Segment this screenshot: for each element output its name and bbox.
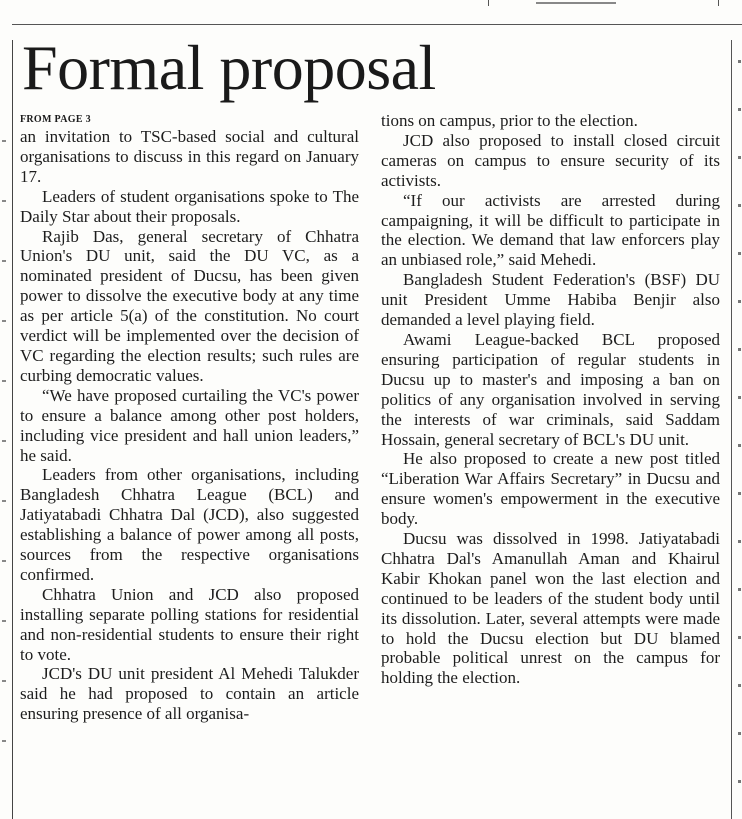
article-column-2 <box>381 111 720 688</box>
left-column-rule <box>12 40 13 819</box>
paragraph: Bangladesh Student Federation's (BSF) DU unit President Umme Habiba Benjir also demanded a level playing field. <box>381 270 720 330</box>
paragraph: He also proposed to create a new post titled “Liberation War Affairs Secretary” in Ducsu and ensure women's empowerment in the executive body. <box>381 449 720 529</box>
paragraph: Leaders from other organisations, including Bangladesh Chhatra League (BCL) and Jatiyatabadi Chhatra Dal (JCD), also suggested establishing a balance of power among all posts, sources from the respective organisations confirmed. <box>20 465 359 584</box>
left-margin-marks <box>2 140 6 800</box>
paragraph: “If our activists are arrested during campaigning, it will be difficult to participate in the election. We demand that law enforcers play an unbiased role,” said Mehedi. <box>381 190 720 270</box>
paragraph: Leaders of student organisations spoke to The Daily Star about their proposals. <box>20 186 359 226</box>
paragraph: Awami League-backed BCL proposed ensuring participation of regular students in Ducsu up to master's and imposing a ban on politics of any organisation involved in serving the interests of war criminals, said Saddam Hossain, general secretary of BCL's DU unit. <box>381 329 720 449</box>
paragraph: JCD also proposed to install closed circuit cameras on campus to ensure security of its activists. <box>381 130 720 190</box>
article-column-1 <box>20 111 359 724</box>
paragraph: “We have proposed curtailing the VC's power to ensure a balance among other post holders, including vice president and hall union leaders,” he said. <box>20 385 359 465</box>
paragraph: JCD's DU unit president Al Mehedi Talukder said he had proposed to contain an article ensuring presence of all organisa- <box>20 664 359 724</box>
paragraph: Rajib Das, general secretary of Chhatra Union's DU unit, said the DU VC, as a nominated president of Ducsu, has been given power to dissolve the executive body at any time as per article 5(a) of the constitution. No court verdict will be implemented over the decision of VC regarding the election results; such rules are curbing democratic values. <box>20 226 359 385</box>
right-column-rule <box>731 40 732 819</box>
right-margin-marks <box>738 60 741 800</box>
paragraph: Ducsu was dissolved in 1998. Jatiyatabadi Chhatra Dal's Amanullah Aman and Khairul Kabir Khokan panel won the last election and continued to be leaders of the student body until its dissolution. Later, several attempts were made to hold the Ducsu election but DU blamed probable political unrest on the campus for holding the election. <box>381 529 720 688</box>
continued-from-kicker: FROM PAGE 3 <box>20 114 91 125</box>
top-rule <box>12 24 742 25</box>
top-dash <box>536 2 616 4</box>
top-tick <box>488 0 489 6</box>
headline: Formal proposal <box>22 32 436 103</box>
top-tick-right <box>718 0 719 6</box>
paragraph: Chhatra Union and JCD also proposed installing separate polling stations for residential and non-residential students to ensure their right to vote. <box>20 584 359 664</box>
paragraph: tions on campus, prior to the election. <box>381 111 638 130</box>
paragraph: an invitation to TSC-based social and cultural organisations to discuss in this regard on January 17. <box>20 127 359 186</box>
